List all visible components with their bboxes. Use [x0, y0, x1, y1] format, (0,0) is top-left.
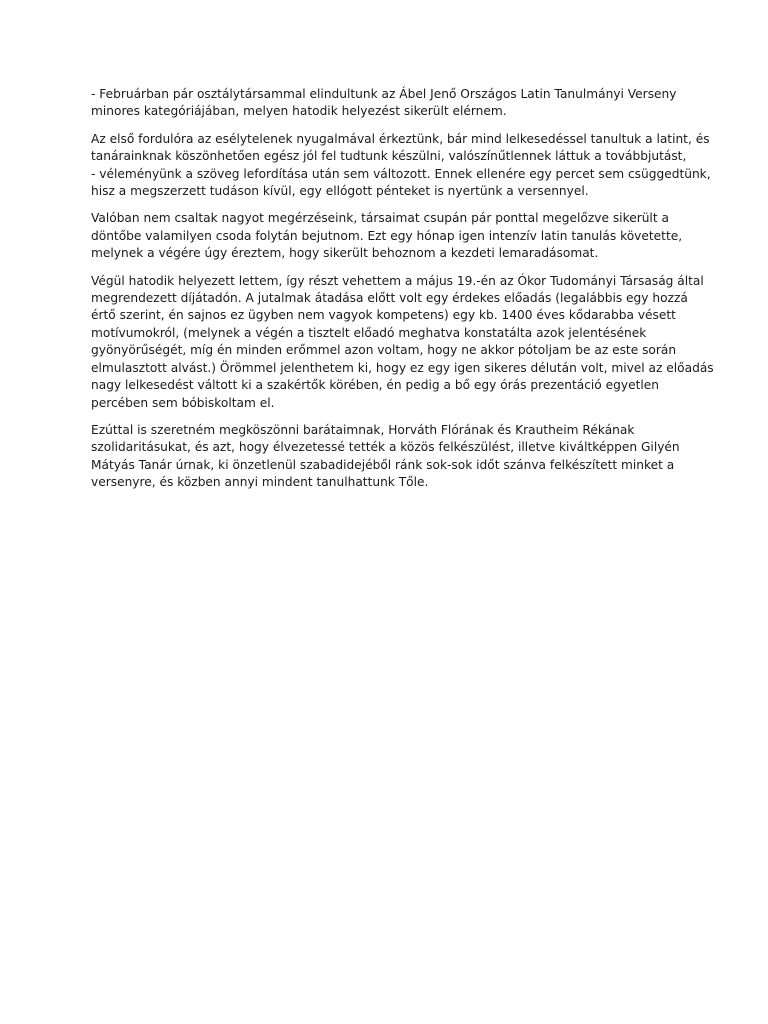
text-line: szolidaritásukat, és azt, hogy élvezetessé tették a közös felkészülést, illetve kiváltképpen Gilyén — [91, 440, 680, 455]
paragraph-intro — [91, 86, 681, 121]
paragraph-award-ceremony — [91, 273, 714, 412]
text-line: versenyre, és közben annyi mindent tanulhattunk Tőle. — [91, 475, 429, 490]
text-line: motívumokról, (melynek a végén a tisztelt előadó meghatva konstatálta azok jelentésének — [91, 325, 647, 340]
text-line: - Februárban pár osztálytársammal elindultunk az Ábel Jenő Országos Latin Tanulmányi Verseny — [91, 87, 677, 101]
text-line: megrendezett díjátadón. A jutalmak átadása előtt volt egy érdekes előadás (legalábbis egy hozzá — [91, 291, 688, 306]
text-line: - véleményünk a szöveg lefordítása után sem változott. Ennek ellenére egy percet sem csüggedtünk, — [91, 166, 711, 181]
text-line: tanárainknak köszönhetően egész jól fel tudtunk készülni, valószínűtlennek láttuk a továbbjutást, — [91, 149, 687, 164]
text-line: gyönyörűségét, míg én minden erőmmel azon voltam, hogy ne akkor pótoljam be az este során — [91, 343, 677, 358]
text-line: döntőbe valamilyen csoda folytán bejutnom. Ezt egy hónap igen intenzív latin tanulás követette, — [91, 228, 683, 243]
paragraph-acknowledgements — [91, 422, 681, 492]
text-line: értő szerint, én sajnos ez ügyben nem vagyok kompetens) egy kb. 1400 éves kődarabba vésett — [91, 308, 676, 323]
document-page — [91, 86, 714, 502]
text-line: nagy lelkesedést váltott ki a szakértők körében, én pedig a bő egy órás prezentáció egyetlen — [91, 378, 659, 393]
text-line: Végül hatodik helyezett lettem, így részt vehettem a május 19.-én az Ókor Tudományi Társaság által — [91, 273, 704, 288]
paragraph-first-round — [91, 131, 711, 201]
text-line: hisz a megszerzett tudáson kívül, egy ellógott pénteket is nyertünk a versennyel. — [91, 184, 589, 199]
text-line: minores kategóriájában, melyen hatodik helyezést sikerült elérnem. — [91, 104, 507, 119]
text-line: elmulasztott alvást.) Örömmel jelenthetem ki, hogy ez egy igen sikeres délután volt, mivel az előadás — [91, 360, 714, 375]
text-line: percében sem bóbiskoltam el. — [91, 395, 275, 410]
text-line: Ezúttal is szeretném megköszönni barátaimnak, Horváth Flórának és Krautheim Rékának — [91, 422, 635, 437]
text-line: Az első fordulóra az esélytelenek nyugalmával érkeztünk, bár mind lelkesedéssel tanultuk a latint, és — [91, 131, 710, 146]
paragraph-final-round — [91, 210, 681, 262]
text-line: Valóban nem csaltak nagyot megérzéseink, társaimat csupán pár ponttal megelőzve sikerült a — [91, 211, 669, 226]
text-line: melynek a végére úgy éreztem, hogy sikerült behoznom a kezdeti lemaradásomat. — [91, 246, 599, 261]
text-line: Mátyás Tanár úrnak, ki önzetlenül szabadidejéből ránk sok-sok időt szánva felkészített minket a — [91, 457, 675, 472]
